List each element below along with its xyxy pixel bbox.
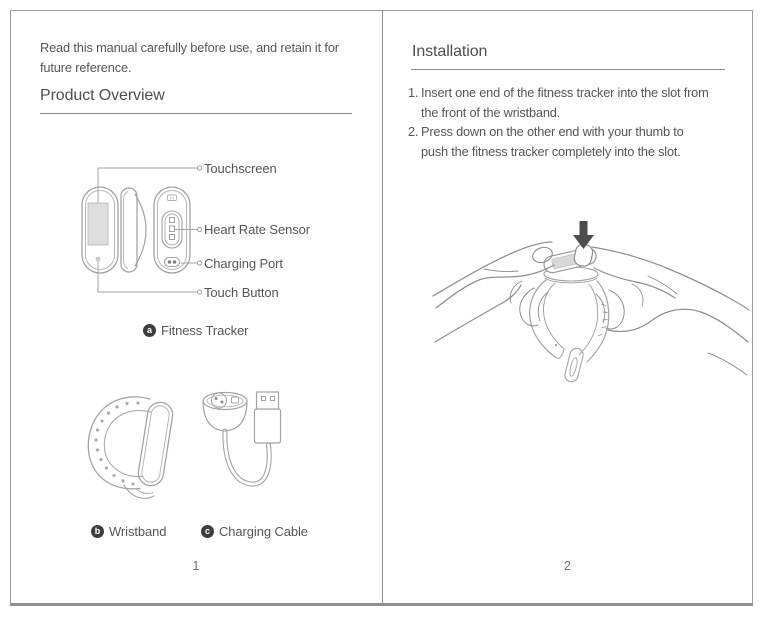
installation-step-2: 2. Press down on the other end with your thumb to push the fitness tracker completely into the slot. — [408, 124, 684, 159]
press-down-arrow-icon — [573, 221, 594, 249]
callout-charging-cable: c Charging Cable — [201, 524, 308, 539]
installation-rule — [411, 69, 725, 70]
charging-port-label: Charging Port — [204, 256, 283, 271]
installation-title: Installation — [412, 43, 488, 60]
right-hand — [573, 243, 749, 375]
touchscreen-area — [88, 203, 108, 245]
callout-c-badge-icon: c — [201, 525, 214, 538]
page-divider — [382, 10, 383, 605]
intro-line-2: future reference. — [40, 60, 132, 76]
usb-plug-metal — [257, 392, 279, 409]
fitness-tracker-front-view — [82, 187, 118, 273]
wristband-illustration — [88, 397, 174, 498]
installation-step-1: 1. Insert one end of the fitness tracker into the slot from the front of the wristband. — [408, 85, 709, 120]
installation-illustration — [405, 195, 750, 420]
callout-fitness-tracker: a Fitness Tracker — [143, 323, 248, 338]
intro-paragraph — [40, 38, 339, 79]
fitness-tracker-side-view — [121, 188, 146, 272]
touch-button-label: Touch Button — [204, 285, 279, 300]
callout-a-badge-icon: a — [143, 324, 156, 337]
product-overview-rule — [40, 113, 352, 114]
product-overview-illustration — [40, 150, 352, 580]
page-number-right: 2 — [564, 559, 571, 573]
callout-wristband: b Wristband — [91, 524, 166, 539]
product-overview-title: Product Overview — [40, 87, 165, 104]
wristband-holes — [94, 401, 139, 485]
intro-line-1: Read this manual carefully before use, and retain it for — [40, 40, 339, 55]
charging-cable-illustration — [203, 392, 281, 484]
callout-b-badge-icon: b — [91, 525, 104, 538]
page-number-left: 1 — [192, 559, 200, 573]
installation-steps — [408, 83, 730, 161]
heart-rate-sensor-label: Heart Rate Sensor — [204, 222, 310, 237]
touchscreen-label: Touchscreen — [204, 161, 277, 176]
charging-port-area — [165, 258, 180, 267]
mi-logo-icon — [168, 195, 177, 201]
touch-button-dot — [96, 257, 101, 262]
usb-plug-body — [255, 409, 281, 443]
